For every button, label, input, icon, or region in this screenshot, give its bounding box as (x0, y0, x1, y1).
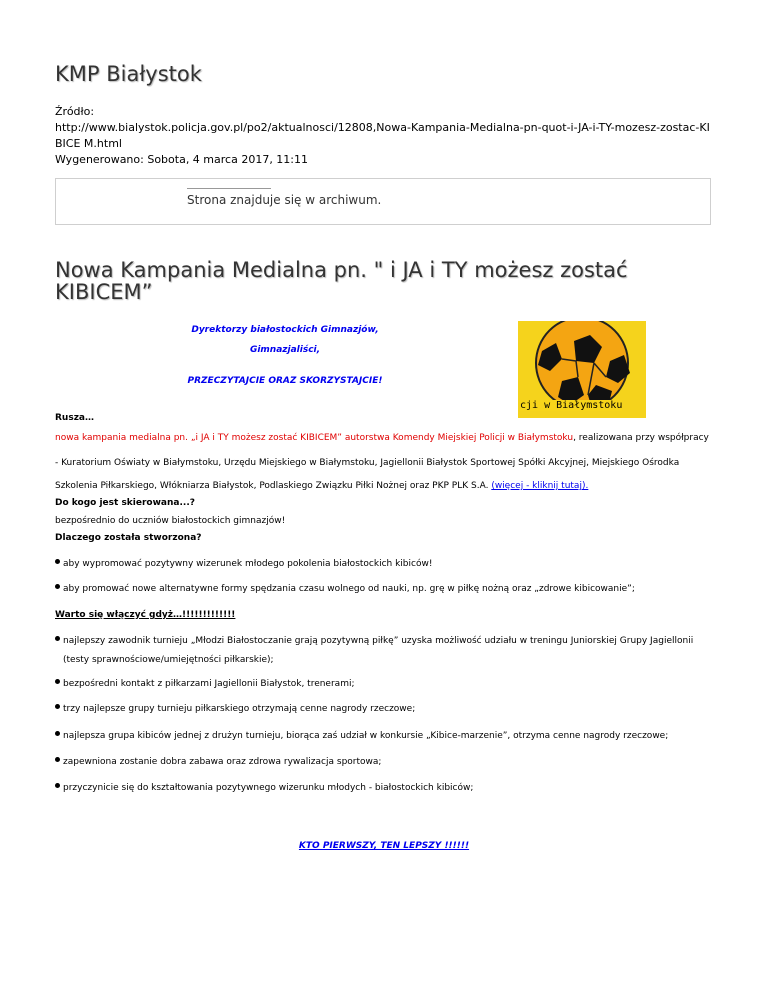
site-title: KMP Białystok (55, 62, 202, 86)
list-item: najlepszy zawodnik turnieju „Młodzi Białostoczanie grają pozytywną piłkę” uzyska możliwość udziału w treningu Juniorskiej Grupy Jagiellonii (testy sprawnościowe/umiejętności piłkarskie); (55, 632, 693, 670)
closing-link[interactable]: KTO PIERWSZY, TEN LEPSZY !!!!!! (298, 841, 470, 851)
image-caption: cji w Białymstoku (520, 400, 623, 411)
paragraph-1 (55, 431, 715, 445)
question-1: Do kogo jest skierowana...? (55, 498, 195, 508)
paragraph-2: - Kuratorium Oświaty w Białymstoku, Urzędu Miejskiego w Białymstoku, Jagiellonii Białystok Sportowej Spółki Akcyjnej, Miejskiego Ośrodka (55, 458, 680, 468)
question-2: Dlaczego została stworzona? (55, 533, 202, 543)
generated-date: Wygenerowano: Sobota, 4 marca 2017, 11:11 (55, 153, 309, 166)
paragraph-3 (55, 479, 588, 493)
archive-divider (187, 188, 271, 189)
rusza-label: Rusza… (55, 413, 95, 423)
list-item: aby wypromować pozytywny wizerunek młodego pokolenia białostockich kibiców! (55, 555, 432, 574)
list-item: aby promować nowe alternatywne formy spędzania czasu wolnego od nauki, np. grę w piłkę nożną oraz „zdrowe kibicowanie”; (55, 580, 635, 599)
answer-1: bezpośrednio do uczniów białostockich gimnazjów! (55, 516, 286, 526)
list-item: trzy najlepsze grupy turnieju piłkarskiego otrzymają cenne nagrody rzeczowe; (55, 700, 415, 719)
more-link[interactable]: (więcej - kliknij tutaj). (491, 481, 589, 491)
list-item: zapewniona zostanie dobra zabawa oraz zdrowa rywalizacja sportowa; (55, 753, 381, 772)
paragraph-3-text: Szkolenia Piłkarskiego, Włókniarza Białystok, Podlaskiego Związku Piłki Nożnej oraz PKP PLK S.A. (55, 481, 489, 491)
list-item: przyczynicie się do kształtowania pozytywnego wizerunku młodych - białostockich kibiców; (55, 779, 473, 798)
source-meta (55, 104, 715, 168)
source-url: http://www.bialystok.policja.gov.pl/po2/aktualnosci/12808,Nowa-Kampania-Medialna-pn-quot-i-JA-i-TY-mozesz-zostac-KIBICE M.html (55, 121, 710, 150)
intro-line-1: Dyrektorzy białostockich Gimnazjów, (191, 325, 379, 335)
intro-line-3: PRZECZYTAJCIE ORAZ SKORZYSTAJCIE! (187, 376, 383, 386)
paragraph-1-tail: , realizowana przy współpracy (573, 433, 709, 443)
source-label: Źródło: (55, 105, 95, 118)
question-3: Warto się włączyć gdyż…!!!!!!!!!!!!! (55, 610, 236, 620)
intro-line-2: Gimnazjaliści, (249, 345, 321, 355)
archive-notice-box (55, 178, 711, 225)
campaign-highlight: nowa kampania medialna pn. „i JA i TY możesz zostać KIBICEM” autorstwa Komendy Miejskiej Policji w Białymstoku (55, 433, 574, 443)
archive-notice: Strona znajduje się w archiwum. (187, 193, 382, 207)
article-title: Nowa Kampania Medialna pn. " i JA i TY możesz zostać KIBICEM” (55, 258, 628, 304)
list-item: bezpośredni kontakt z piłkarzami Jagiellonii Białystok, trenerami; (55, 675, 355, 694)
list-item: najlepsza grupa kibiców jednej z drużyn turnieju, biorąca zaś udział w konkursie „Kibice-marzenie”, otrzyma cenne nagrody rzeczowe; (55, 727, 668, 746)
